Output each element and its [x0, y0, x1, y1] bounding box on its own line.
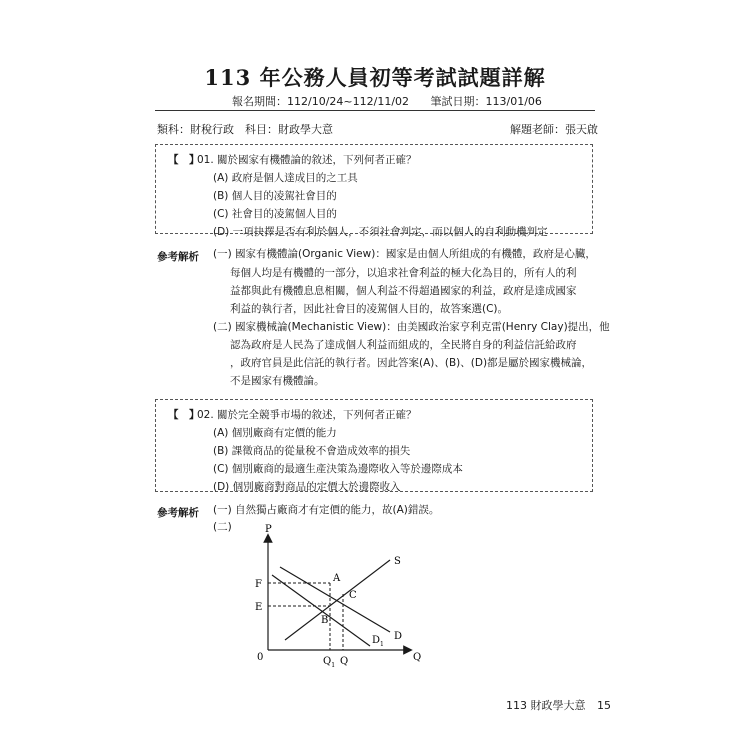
label-e: E: [255, 602, 263, 613]
label-d: D: [394, 631, 403, 642]
registration-period: 報名期間：112/10/24~112/11/02: [232, 95, 410, 108]
a1-line: (一) 國家有機體論(Organic View)：國家是由個人所組成的有機體，政府是心臟，: [213, 248, 596, 260]
a2-line: (一) 自然獨占廠商才有定價的能力，故(A)錯誤。: [213, 504, 440, 516]
label-q: Q: [340, 656, 349, 667]
a1-line: 不是國家有機體論。: [230, 375, 325, 387]
label-b: B: [321, 615, 329, 626]
exam-date: 筆試日期：113/01/06: [430, 95, 542, 108]
a1-label: 參考解析: [157, 251, 199, 263]
q2-option-b: (B) 課徵商品的從量稅不會造成效率的損失: [213, 445, 411, 457]
page-title: 113 年公務人員初等考試試題詳解: [204, 65, 546, 90]
x-axis-label: Q: [413, 652, 422, 663]
a1-line: 認為政府是人民為了達成個人利益而組成的，全民將自身的利益信託給政府: [230, 339, 577, 351]
a1-line: (二) 國家機械論(Mechanistic View)：由美國政治家亨利克雷(Henry Clay)提出，他: [213, 321, 610, 333]
q1-option-d: (D) 一項抉擇是否有利於個人，不須社會判定，而以個人的自利動機判定: [213, 226, 548, 238]
teacher: 解題老師：張天啟: [510, 123, 598, 136]
label-f: F: [255, 579, 262, 590]
label-a: A: [333, 573, 341, 584]
label-c: C: [349, 590, 357, 601]
q2-stem: 02. 關於完全競爭市場的敘述，下列何者正確？: [197, 409, 417, 421]
label-q1: $Q_1$: [323, 656, 336, 669]
page-number: 15: [597, 699, 611, 712]
q1-option-c: (C) 社會目的凌駕個人目的: [213, 208, 337, 220]
supply-curve: [285, 560, 390, 640]
q1-stem: 01. 關於國家有機體論的敘述，下列何者正確？: [197, 154, 417, 166]
page-footer: [506, 697, 611, 713]
origin-label: 0: [257, 652, 264, 663]
category-subject: 類科：財稅行政 科目：財政學大意: [157, 123, 333, 136]
q1-option-a: (A) 政府是個人達成目的之工具: [213, 172, 358, 184]
q2-option-a: (A) 個別廠商有定價的能力: [213, 427, 337, 439]
a2-line: (二): [213, 521, 232, 533]
q2-answer-bracket: 【 】: [168, 409, 200, 421]
label-s: S: [394, 556, 401, 567]
label-d1: $D_1$: [372, 635, 384, 648]
q2-option-d: (D) 個別廠商對商品的定價大於邊際收入: [213, 481, 401, 493]
a1-line: 益都與此有機體息息相關，個人利益不得超過國家的利益，政府是達成國家: [230, 285, 577, 297]
a1-line: ，政府官員是此信託的執行者。因此答案(A)、(B)、(D)都是屬於國家機械論，: [230, 357, 593, 369]
footer-text: 113 財政學大意: [506, 699, 586, 712]
demand-curve-d1: [272, 575, 370, 646]
q1-answer-bracket: 【 】: [168, 154, 200, 166]
y-axis-label: P: [265, 524, 272, 535]
a1-line: 每個人均是有機體的一部分，以追求社會利益的極大化為目的，所有人的利: [230, 267, 577, 279]
q2-option-c: (C) 個別廠商的最適生產決策為邊際收入等於邊際成本: [213, 463, 463, 475]
a2-label: 參考解析: [157, 507, 199, 519]
q1-option-b: (B) 個人目的凌駕社會目的: [213, 190, 337, 202]
a1-line: 利益的執行者，因此社會目的凌駕個人目的，故答案選(C)。: [230, 303, 509, 315]
